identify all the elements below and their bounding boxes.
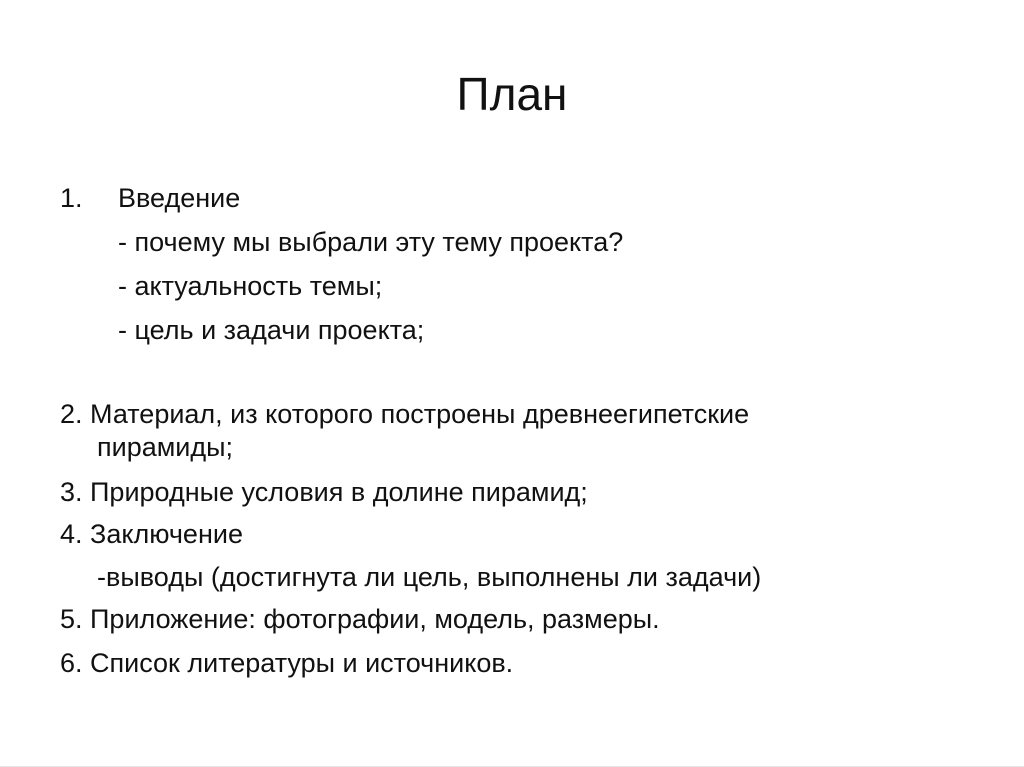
slide-title: План [456, 68, 568, 120]
item-1-label: Введение [118, 183, 241, 213]
item-4-subpoint: -выводы (достигнута ли цель, выполнены ли задачи) [97, 562, 762, 592]
item-6: 6. Список литературы и источников. [60, 648, 514, 678]
item-1-subpoint-1: - почему мы выбрали эту тему проекта? [118, 227, 624, 257]
item-2: 2. Материал, из которого построены древнеегипетские [60, 399, 750, 429]
item-1-subpoint-2: - актуальность темы; [118, 271, 383, 301]
item-5: 5. Приложение: фотографии, модель, размеры. [60, 604, 660, 634]
item-1-number: 1. [60, 183, 83, 213]
item-1-subpoint-3: - цель и задачи проекта; [118, 315, 425, 345]
item-4: 4. Заключение [60, 519, 243, 549]
item-3: 3. Природные условия в долине пирамид; [60, 477, 588, 507]
item-2-continuation: пирамиды; [97, 432, 234, 462]
